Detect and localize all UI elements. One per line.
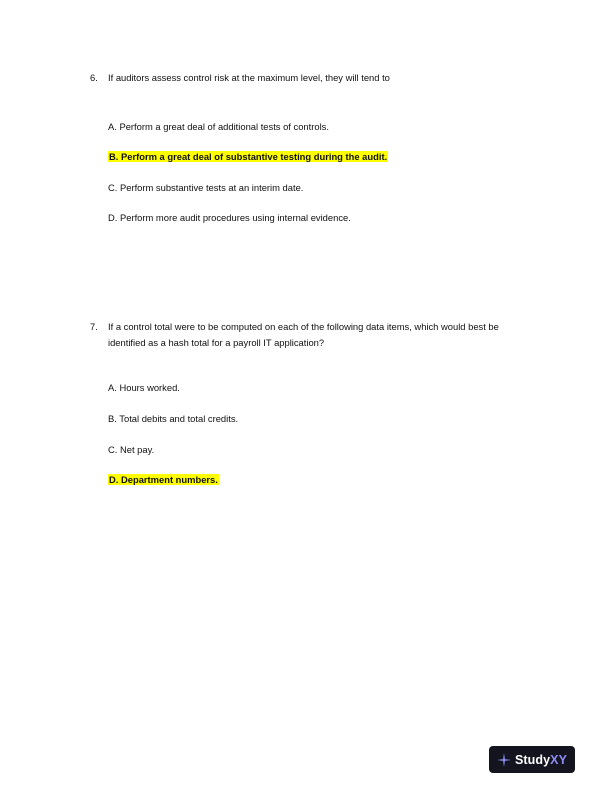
option-6b-correct xyxy=(108,151,388,163)
option-text: B. Total debits and total credits. xyxy=(108,413,239,424)
plus-sparkle-icon xyxy=(497,753,511,767)
option-7a xyxy=(108,382,180,394)
question-number: 7. xyxy=(90,321,98,332)
studyxy-logo[interactable] xyxy=(489,746,575,773)
option-text: D. Perform more audit procedures using internal evidence. xyxy=(108,212,351,223)
option-6d xyxy=(108,212,351,224)
option-text: C. Perform substantive tests at an interim date. xyxy=(108,182,304,193)
option-7d-correct xyxy=(108,474,219,486)
question-text: If auditors assess control risk at the maximum level, they will tend to xyxy=(108,72,390,83)
question-text: If a control total were to be computed on each of the following data items, which would best be identified as a hash total for a payroll IT application? xyxy=(108,321,499,348)
option-6a xyxy=(108,121,329,133)
logo-text xyxy=(515,753,567,767)
question-number: 6. xyxy=(90,72,98,83)
logo-text-main: Study xyxy=(514,752,551,767)
option-text: A. Perform a great deal of additional tests of controls. xyxy=(108,121,329,132)
option-7b xyxy=(108,413,238,425)
logo-text-accent: XY xyxy=(550,752,568,767)
question-6 xyxy=(90,70,530,86)
option-text-highlighted: B. Perform a great deal of substantive testing during the audit. xyxy=(109,151,388,162)
option-text-highlighted: D. Department numbers. xyxy=(109,474,218,485)
option-6c xyxy=(108,182,303,194)
option-7c xyxy=(108,444,154,456)
option-text: C. Net pay. xyxy=(108,444,155,455)
option-text: A. Hours worked. xyxy=(108,382,180,393)
question-7 xyxy=(90,319,530,350)
